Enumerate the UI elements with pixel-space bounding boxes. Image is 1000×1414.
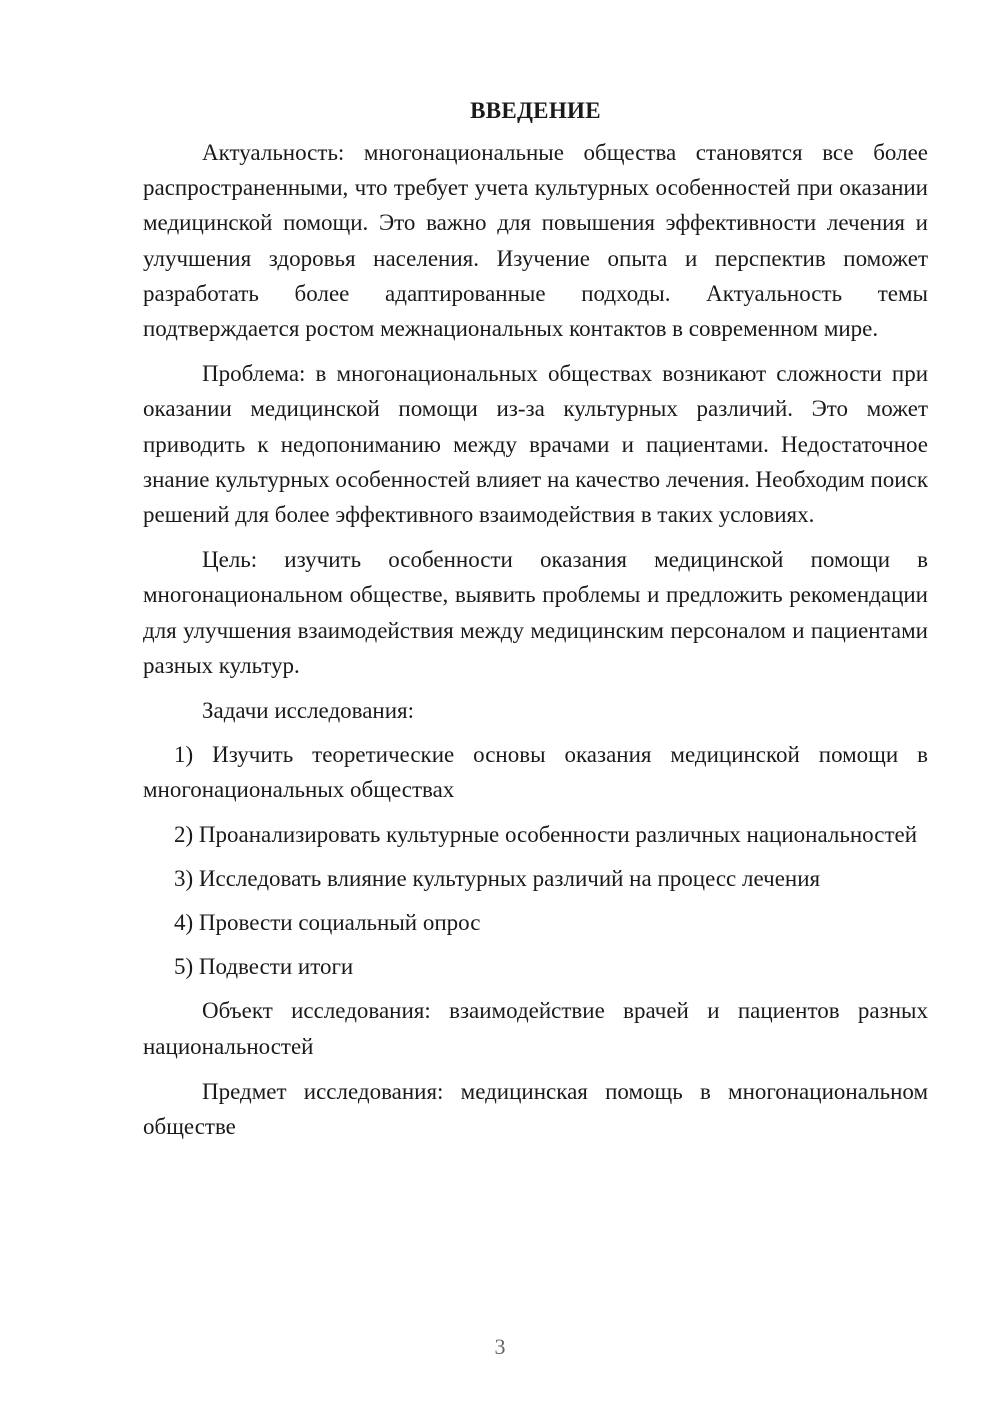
task-item-3: 3) Исследовать влияние культурных различий на процесс лечения [174,865,821,891]
page-number: 3 [494,1334,506,1359]
paragraph-problem: Проблема: в многонациональных обществах возникают сложности при оказании медицинской помощи из-за культурных различий. Это может приводить к недопониманию между врачами и пациентами. Недостаточное знание культурных особенностей влияет на качество лечения. Необходим поиск решений для более эффективного взаимодействия в таких условиях. [143,361,928,528]
paragraph-goal: Цель: изучить особенности оказания медицинской помощи в многонациональном обществе, выявить проблемы и предложить рекомендации для улучшения взаимодействия между медицинским персоналом и пациентами разных культур. [143,547,928,678]
section-title: ВВЕДЕНИЕ [470,98,601,123]
task-item-5: 5) Подвести итоги [174,954,354,980]
page-content [143,94,928,1144]
tasks-heading: Задачи исследования: [202,698,415,724]
paragraph-object: Объект исследования: взаимодействие врачей и пациентов разных национальностей [143,998,928,1059]
task-item-4: 4) Провести социальный опрос [174,910,481,936]
task-item-2: 2) Проанализировать культурные особенности различных национальностей [174,821,918,847]
task-item-1: 1) Изучить теоретические основы оказания медицинской помощи в многонациональных обществах [143,742,928,803]
paragraph-relevance: Актуальность: многонациональные общества становятся все более распространенными, что требует учета культурных особенностей при оказании медицинской помощи. Это важно для повышения эффективности лечения и улучшения здоровья населения. Изучение опыта и перспектив поможет разработать более адаптированные подходы. Актуальность темы подтверждается ростом межнациональных контактов в современном мире. [143,140,928,342]
paragraph-subject: Предмет исследования: медицинская помощь в многонациональном обществе [143,1078,928,1140]
